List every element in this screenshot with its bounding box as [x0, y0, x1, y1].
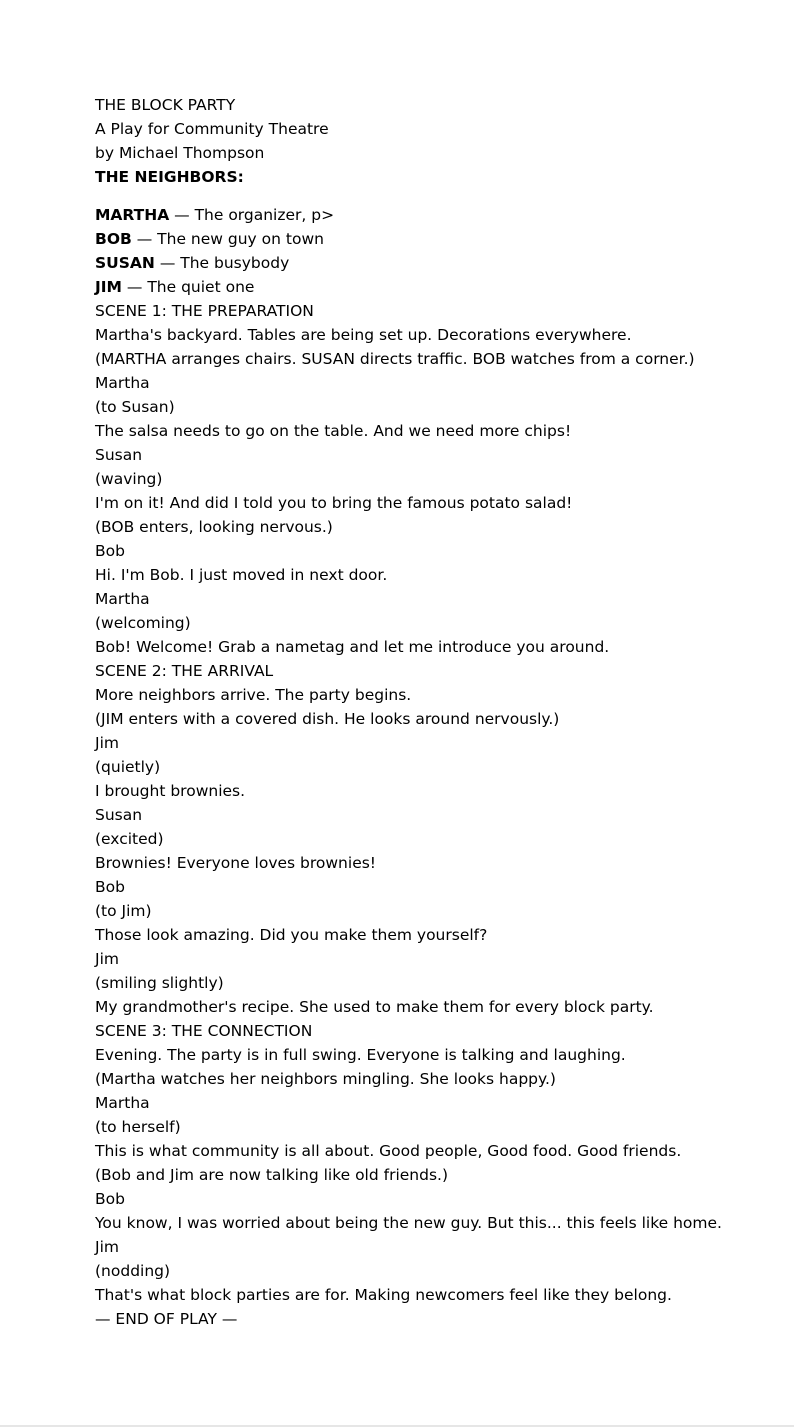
character-name: Martha: [95, 1094, 150, 1112]
parenthetical: (excited): [95, 830, 164, 848]
cast-separator: —: [121, 278, 148, 296]
cast-separator: —: [154, 254, 181, 272]
character-name: Bob: [95, 542, 125, 560]
script-page: [95, 93, 775, 1331]
cast-item-bob: [95, 227, 775, 251]
cast-description: The organizer, p>: [194, 206, 335, 224]
cast-spacer: [95, 189, 775, 203]
parenthetical: (to Jim): [95, 902, 152, 920]
dialogue: This is what community is all about. Good people, Good food. Good friends.: [95, 1142, 682, 1160]
character-name: Jim: [95, 1238, 119, 1256]
dialogue: Bob! Welcome! Grab a nametag and let me introduce you around.: [95, 638, 610, 656]
dialogue: I brought brownies.: [95, 782, 246, 800]
parenthetical: (waving): [95, 470, 163, 488]
character-name: Jim: [95, 734, 119, 752]
stage-direction: (MARTHA arranges chairs. SUSAN directs traffic. BOB watches from a corner.): [95, 350, 695, 368]
cast-item-susan: [95, 251, 775, 275]
dialogue: Brownies! Everyone loves brownies!: [95, 854, 377, 872]
cast-separator: —: [169, 206, 195, 224]
cast-description: The busybody: [180, 254, 290, 272]
stage-direction: (JIM enters with a covered dish. He looks around nervously.): [95, 710, 560, 728]
play-subtitle: A Play for Community Theatre: [95, 120, 329, 138]
cast-item-jim: [95, 275, 775, 299]
cast-description: The new guy on town: [157, 230, 324, 248]
character-name: Bob: [95, 1190, 125, 1208]
character-name: Martha: [95, 590, 150, 608]
character-name: Susan: [95, 446, 143, 464]
character-name: Bob: [95, 878, 125, 896]
dialogue: I'm on it! And did I told you to bring the famous potato salad!: [95, 494, 573, 512]
scene-description: More neighbors arrive. The party begins.: [95, 686, 412, 704]
cast-separator: —: [131, 230, 158, 248]
cast-heading: THE NEIGHBORS:: [95, 168, 244, 186]
dialogue: That's what block parties are for. Making newcomers feel like they belong.: [95, 1286, 672, 1304]
scene-heading: SCENE 2: THE ARRIVAL: [95, 662, 274, 680]
dialogue: You know, I was worried about being the new guy. But this... this feels like home.: [95, 1214, 722, 1232]
dialogue: Those look amazing. Did you make them yourself?: [95, 926, 488, 944]
stage-direction: (Bob and Jim are now talking like old friends.): [95, 1166, 449, 1184]
script-body: [95, 299, 775, 1331]
scene-description: Martha's backyard. Tables are being set up. Decorations everywhere.: [95, 326, 632, 344]
stage-direction: (Martha watches her neighbors mingling. She looks happy.): [95, 1070, 556, 1088]
dialogue: My grandmother's recipe. She used to make them for every block party.: [95, 998, 654, 1016]
character-name: Jim: [95, 950, 119, 968]
cast-description: The quiet one: [147, 278, 255, 296]
dialogue: The salsa needs to go on the table. And we need more chips!: [95, 422, 572, 440]
cast-name: BOB: [95, 230, 132, 248]
parenthetical: (nodding): [95, 1262, 171, 1280]
parenthetical: (to Susan): [95, 398, 175, 416]
cast-name: JIM: [95, 278, 122, 296]
cast-name: MARTHA: [95, 206, 170, 224]
character-name: Susan: [95, 806, 143, 824]
play-title: THE BLOCK PARTY: [95, 96, 236, 114]
parenthetical: (to herself): [95, 1118, 181, 1136]
play-author: by Michael Thompson: [95, 144, 265, 162]
scene-heading: SCENE 3: THE CONNECTION: [95, 1022, 313, 1040]
scene-heading: SCENE 1: THE PREPARATION: [95, 302, 314, 320]
character-name: Martha: [95, 374, 150, 392]
cast-name: SUSAN: [95, 254, 155, 272]
parenthetical: (smiling slightly): [95, 974, 224, 992]
end-of-play: — END OF PLAY —: [95, 1310, 238, 1328]
parenthetical: (quietly): [95, 758, 161, 776]
stage-direction: (BOB enters, looking nervous.): [95, 518, 333, 536]
dialogue: Hi. I'm Bob. I just moved in next door.: [95, 566, 388, 584]
parenthetical: (welcoming): [95, 614, 191, 632]
scene-description: Evening. The party is in full swing. Everyone is talking and laughing.: [95, 1046, 626, 1064]
cast-item-martha: [95, 203, 775, 227]
